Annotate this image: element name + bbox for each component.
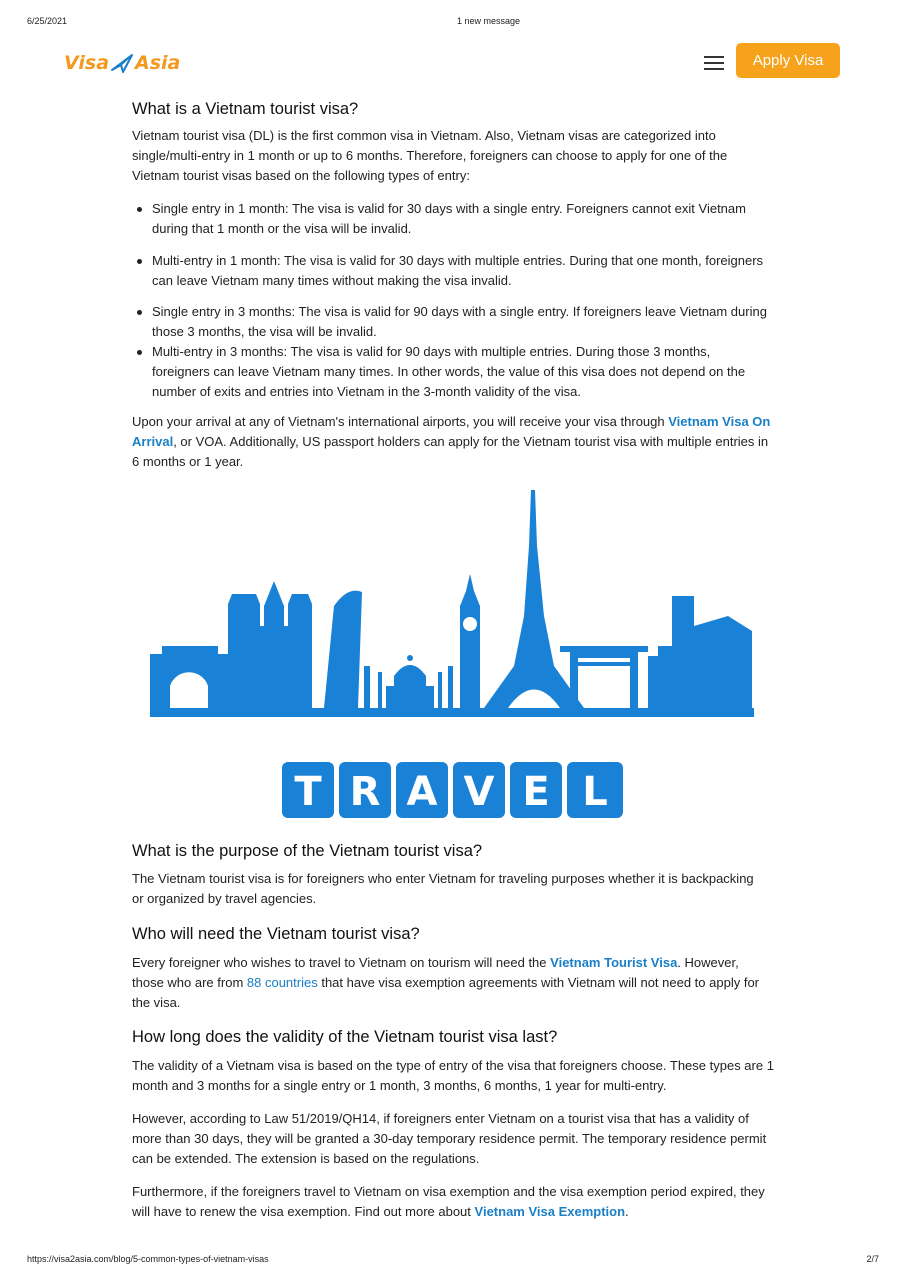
section-heading-who: Who will need the Vietnam tourist visa? (132, 925, 420, 943)
intro-line: Vietnam tourist visas based on the following types of entry: (132, 168, 470, 183)
entry-types-list (132, 199, 774, 239)
validity-paragraph-2: However, according to Law 51/2019/QH14, if foreigners enter Vietnam on a tourist visa that has a validity of more than 30 days, they will be granted a 30-day temporary residence permit. The temporary residence permit can be extended. The extension is based on the regulations. (132, 1111, 767, 1166)
logo-text-visa: Visa (64, 52, 110, 74)
travel-letter: L (582, 769, 608, 815)
intro-line: single/multi-entry in 1 month or up to 6 months. Therefore, foreigners can choose to apply for one of the (132, 148, 728, 163)
apply-visa-button[interactable]: Apply Visa (736, 43, 840, 78)
who-paragraph: Every foreigner who wishes to travel to Vietnam on tourism will need the Vietnam Tourist Visa. However, those who are from 88 countries that have visa exemption agreements with Vietnam will not need to apply for the visa. (132, 955, 760, 1010)
validity-paragraph-1: The validity of a Vietnam visa is based on the type of entry of the visa that foreigners choose. These types are 1 month and 3 months for a single entry or 1 month, 3 months, 6 months, 1 year for multi-entry. (132, 1058, 774, 1093)
print-url: https://visa2asia.com/blog/5-common-types-of-vietnam-visas (27, 1254, 269, 1264)
validity-paragraph-3: Furthermore, if the foreigners travel to Vietnam on visa exemption and the visa exemption period expired, they will have to renew the visa exemption. Find out more about Vietnam Visa Exemption. (132, 1184, 765, 1219)
entry-types-list (132, 302, 774, 402)
vietnam-visa-on-arrival-link[interactable]: Vietnam Visa On (668, 414, 771, 429)
section-heading-validity: How long does the validity of the Vietnam tourist visa last? (132, 1028, 558, 1046)
travel-letter: T (294, 769, 322, 815)
travel-skyline-illustration (148, 486, 758, 822)
site-header (0, 40, 906, 84)
intro-line: Vietnam tourist visa (DL) is the first common visa in Vietnam. Also, Vietnam visas are categorized into (132, 128, 716, 143)
print-footer (27, 1254, 879, 1266)
site-logo[interactable] (64, 50, 180, 76)
purpose-paragraph: The Vietnam tourist visa is for foreigners who enter Vietnam for traveling purposes whether it is backpacking or organized by travel agencies. (132, 871, 754, 906)
88-countries-link[interactable]: 88 countries (246, 975, 318, 990)
travel-letter: V (463, 769, 495, 815)
list-item: Multi-entry in 1 month: The visa is valid for 30 days with multiple entries. During that one month, foreigners can leave Vietnam many times without making the visa invalid. (132, 251, 774, 291)
travel-tiles (282, 762, 623, 818)
list-item: Single entry in 3 months: The visa is valid for 90 days with a single entry. If foreigners leave Vietnam during those 3 months, the visa will be invalid. (132, 302, 774, 342)
logo-text-asia: Asia (135, 52, 181, 74)
list-item: Single entry in 1 month: The visa is valid for 30 days with a single entry. Foreigners cannot exit Vietnam during that 1 month or the visa will be invalid. (132, 199, 774, 239)
print-date: 6/25/2021 (27, 16, 68, 26)
travel-letter: E (522, 769, 550, 815)
print-page-number: 2/7 (866, 1254, 879, 1264)
section-heading-purpose: What is the purpose of the Vietnam tourist visa? (132, 842, 483, 860)
print-header (27, 16, 879, 28)
entry-types-list (132, 251, 774, 291)
section-heading-what-is: What is a Vietnam tourist visa? (132, 100, 359, 118)
travel-letter: A (406, 769, 438, 815)
intro-paragraph (132, 126, 774, 186)
list-item: Multi-entry in 3 months: The visa is valid for 90 days with multiple entries. During those 3 months, foreigners can leave Vietnam many times. In other words, the value of this visa does not depend on the number of exits and entries into Vietnam in the 3-month validity of the visa. (132, 342, 774, 402)
travel-letter: R (349, 769, 381, 815)
vietnam-visa-on-arrival-link-cont[interactable]: Arrival (132, 434, 174, 449)
vietnam-tourist-visa-link[interactable]: Vietnam Tourist Visa (550, 955, 678, 970)
arrival-paragraph: Upon your arrival at any of Vietnam's international airports, you will receive your visa through Vietnam Visa On Arrival, or VOA. Additionally, US passport holders can apply for the Vietnam tourist visa with multiple entries in 6 months or 1 year. (132, 414, 771, 469)
vietnam-visa-exemption-link[interactable]: Vietnam Visa Exemption (474, 1204, 626, 1219)
paper-plane-icon (110, 52, 134, 74)
print-title: 1 new message (457, 16, 521, 26)
hamburger-menu-icon[interactable] (702, 54, 726, 72)
